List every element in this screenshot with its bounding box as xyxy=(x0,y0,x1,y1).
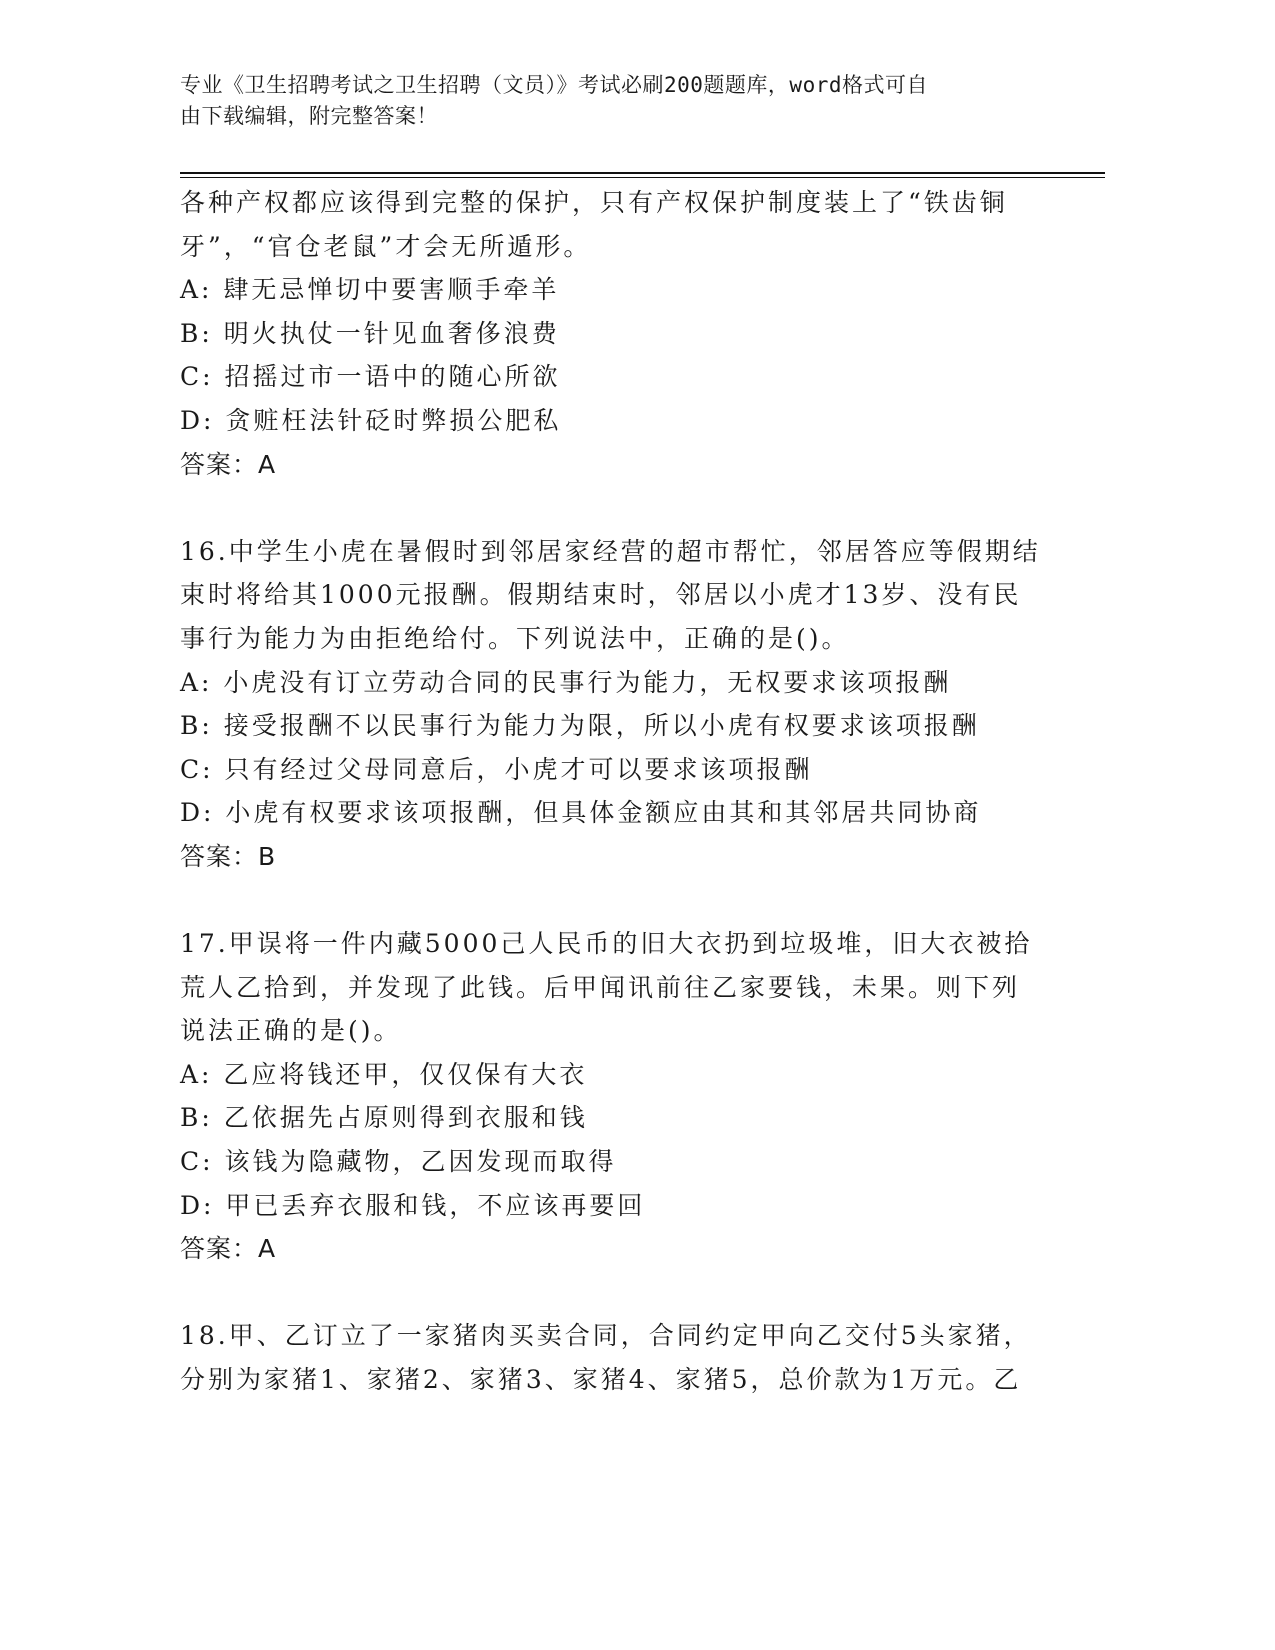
option-a: A: 乙应将钱还甲，仅仅保有大衣 xyxy=(180,1059,588,1089)
question-18 xyxy=(180,1314,1080,1401)
option-b: B: 乙依据先占原则得到衣服和钱 xyxy=(180,1103,588,1133)
question-17 xyxy=(180,922,1080,1271)
option-a: A: 小虎没有订立劳动合同的民事行为能力，无权要求该项报酬 xyxy=(180,667,952,697)
question-stem-line: 分别为家猪1、家猪2、家猪3、家猪4、家猪5，总价款为1万元。乙 xyxy=(180,1365,1022,1395)
answer-line: 答案：B xyxy=(180,841,277,871)
answer-line: 答案：A xyxy=(180,449,277,479)
header-line-1: 专业《卫生招聘考试之卫生招聘（文员）》考试必刷200题题库，word格式可自 xyxy=(180,73,928,97)
question-16 xyxy=(180,530,1080,879)
header-divider-thin xyxy=(180,177,1105,178)
spacer xyxy=(180,486,1080,530)
option-c: C: 该钱为隐藏物，乙因发现而取得 xyxy=(180,1147,617,1177)
option-c: C: 只有经过父母同意后，小虎才可以要求该项报酬 xyxy=(180,754,813,784)
document-header xyxy=(180,70,1060,132)
header-divider-thick xyxy=(180,172,1105,174)
option-b: B: 接受报酬不以民事行为能力为限，所以小虎有权要求该项报酬 xyxy=(180,711,980,741)
question-stem-line: 荒人乙拾到，并发现了此钱。后甲闻讯前往乙家要钱，未果。则下列 xyxy=(180,972,1021,1002)
question-stem-line: 事行为能力为由拒绝给付。下列说法中，正确的是()。 xyxy=(180,623,850,653)
question-stem-line: 束时将给其1000元报酬。假期结束时，邻居以小虎才13岁、没有民 xyxy=(180,580,1022,610)
question-stem-line: 16.中学生小虎在暑假时到邻居家经营的超市帮忙，邻居答应等假期结 xyxy=(180,536,1041,566)
option-a: A: 肆无忌惮切中要害顺手牵羊 xyxy=(180,275,560,305)
question-stem-line: 各种产权都应该得到完整的保护，只有产权保护制度装上了“铁齿铜 xyxy=(180,188,1008,217)
option-b: B: 明火执仗一针见血奢侈浪费 xyxy=(180,318,560,348)
question-stem-line: 18.甲、乙订立了一家猪肉买卖合同，合同约定甲向乙交付5头家猪， xyxy=(180,1321,1032,1351)
question-stem-line: 说法正确的是()。 xyxy=(180,1016,402,1046)
question-list xyxy=(180,181,1080,1402)
question-stem-line: 牙”，“官仓老鼠”才会无所遁形。 xyxy=(180,231,592,261)
option-d: D: 贪赃枉法针砭时弊损公肥私 xyxy=(180,405,562,435)
option-d: D: 小虎有权要求该项报酬，但具体金额应由其和其邻居共同协商 xyxy=(180,798,982,828)
spacer xyxy=(180,879,1080,923)
spacer xyxy=(180,1271,1080,1315)
option-c: C: 招摇过市一语中的随心所欲 xyxy=(180,362,561,392)
question-stem-line: 17.甲误将一件内藏5000己人民币的旧大衣扔到垃圾堆，旧大衣被拾 xyxy=(180,929,1033,959)
option-d: D: 甲已丢弃衣服和钱，不应该再要回 xyxy=(180,1190,646,1220)
question-15 xyxy=(180,181,1080,486)
answer-line: 答案：A xyxy=(180,1234,277,1264)
header-line-2: 由下载编辑，附完整答案！ xyxy=(180,104,438,128)
